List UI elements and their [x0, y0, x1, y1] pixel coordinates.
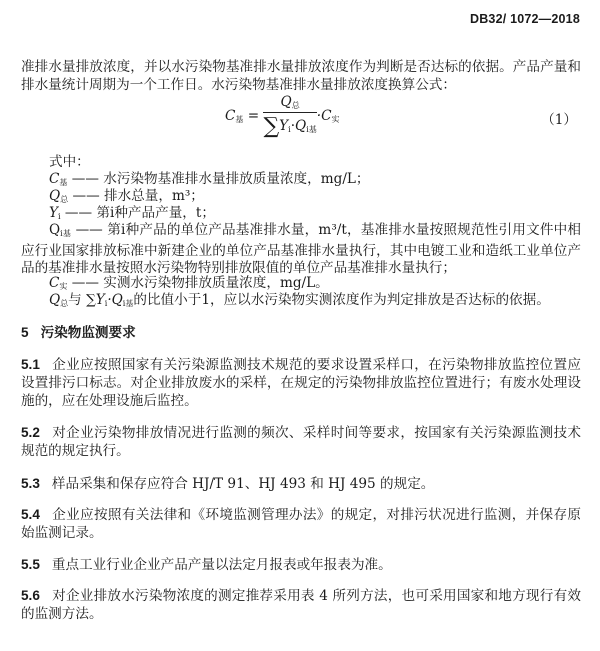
where-label: 式中： — [49, 154, 90, 170]
formula-numerator: Q — [280, 94, 292, 110]
clause-number: 5.2 — [21, 425, 40, 440]
formula-numerator-sub: 总 — [291, 101, 300, 110]
def-symbol: Q — [49, 222, 61, 238]
formula — [225, 94, 340, 144]
formula-lhs-sub: 基 — [235, 115, 244, 124]
clause — [21, 475, 581, 493]
def-text: —— 水污染物基准排水量排放质量浓度，mg/L； — [67, 171, 370, 187]
def-symbol: Y — [49, 205, 58, 221]
clause — [21, 556, 581, 574]
formula-den-y-sub: i — [288, 125, 291, 134]
clause-text: 重点工业行业企业产品产量以法定月报表或年报表为准。 — [51, 557, 392, 573]
def-text: —— 排水总量，m³； — [68, 188, 204, 204]
clause-text: 样品采集和保存应符合 HJ/T 91、HJ 493 和 HJ 495 的规定。 — [51, 476, 435, 492]
ratio-q2: ·Q — [107, 292, 123, 308]
ratio-q: Q — [49, 292, 61, 308]
def-sub: 总 — [60, 195, 69, 204]
formula-lhs: C — [225, 108, 236, 124]
formula-den-q-sub: i基 — [306, 125, 317, 134]
clause-text: 企业应按照国家有关污染源监测技术规范的要求设置采样口，在污染物排放监控位置应设置排污口标志。对企业排放废水的采样，在规定的污染物排放监控位置进行；有废水处理设施的，应在处理设施后监控。 — [21, 357, 581, 409]
def-sub: 基 — [59, 178, 68, 187]
clause — [21, 587, 581, 623]
formula-den-y: Y — [279, 118, 289, 134]
clause-number: 5.6 — [21, 588, 40, 603]
def-sub: i基 — [60, 229, 72, 238]
clause-number: 5.4 — [21, 507, 40, 522]
ratio-note — [49, 292, 550, 312]
def-symbol: Q — [49, 188, 61, 204]
section-title: 污染物监测要求 — [40, 325, 136, 340]
ratio-y: Y — [95, 292, 105, 308]
document-id: DB32/ 1072—2018 — [469, 12, 580, 26]
clause — [21, 424, 581, 460]
clause-text: 企业应按照有关法律和《环境监测管理办法》的规定，对排污状况进行监测，并保存原始监测记录。 — [21, 507, 581, 541]
ratio-q-sub: 总 — [60, 299, 69, 308]
def-text: —— 第i种产品的单位产品基准排水量，m³/t，基准排水量按照规范性引用文件中相应行业国家排放标准中新建企业的单位产品基准排水量执行，其中电镀工业和造纸工业单位产品的基准排水量按照水污染物特别排放限值的单位产品基准排水量执行； — [21, 222, 581, 276]
def-sub: 实 — [59, 282, 68, 291]
formula-eq: = — [243, 108, 264, 124]
formula-mult: ·C — [316, 108, 332, 124]
clause — [21, 356, 581, 410]
clause-number: 5.3 — [21, 476, 40, 491]
definition-item — [21, 222, 581, 278]
sigma-symbol: ∑ — [263, 114, 280, 139]
def-text: —— 第i种产品产量，t； — [60, 205, 215, 221]
formula-fraction — [263, 94, 316, 139]
ratio-text: 的比值小于1，应以水污染物实测浓度作为判定排放是否达标的依据。 — [133, 292, 550, 308]
section-heading — [21, 324, 581, 342]
equation-number: （1） — [541, 112, 577, 128]
def-symbol: C — [49, 171, 60, 187]
ratio-mid: 与 ∑ — [68, 292, 96, 308]
ratio-q2-sub: i基 — [122, 299, 134, 308]
formula-mult-sub: 实 — [331, 115, 340, 124]
intro-paragraph: 准排水量排放浓度，并以水污染物基准排水量排放浓度作为判断是否达标的依据。产品产量和排水量统计周期为一个工作日。水污染物基准排水量排放浓度换算公式： — [21, 59, 581, 93]
clause-text: 对企业污染物排放情况进行监测的频次、采样时间等要求，按国家有关污染源监测技术规范的规定执行。 — [21, 425, 581, 459]
clause-text: 对企业排放水污染物浓度的测定推荐采用表 4 所列方法，也可采用国家和地方现行有效的监测方法。 — [21, 588, 581, 622]
clause — [21, 506, 581, 542]
def-sub: i — [57, 212, 61, 221]
section-number: 5 — [21, 325, 29, 340]
formula-dot: · — [290, 118, 296, 134]
clause-number: 5.1 — [21, 357, 40, 372]
def-symbol: C — [49, 275, 60, 291]
ratio-y-sub: i — [104, 299, 108, 308]
def-text: —— 实测水污染物排放质量浓度，mg/L。 — [67, 275, 329, 291]
formula-den-q: Q — [295, 118, 307, 134]
clause-number: 5.5 — [21, 557, 40, 572]
